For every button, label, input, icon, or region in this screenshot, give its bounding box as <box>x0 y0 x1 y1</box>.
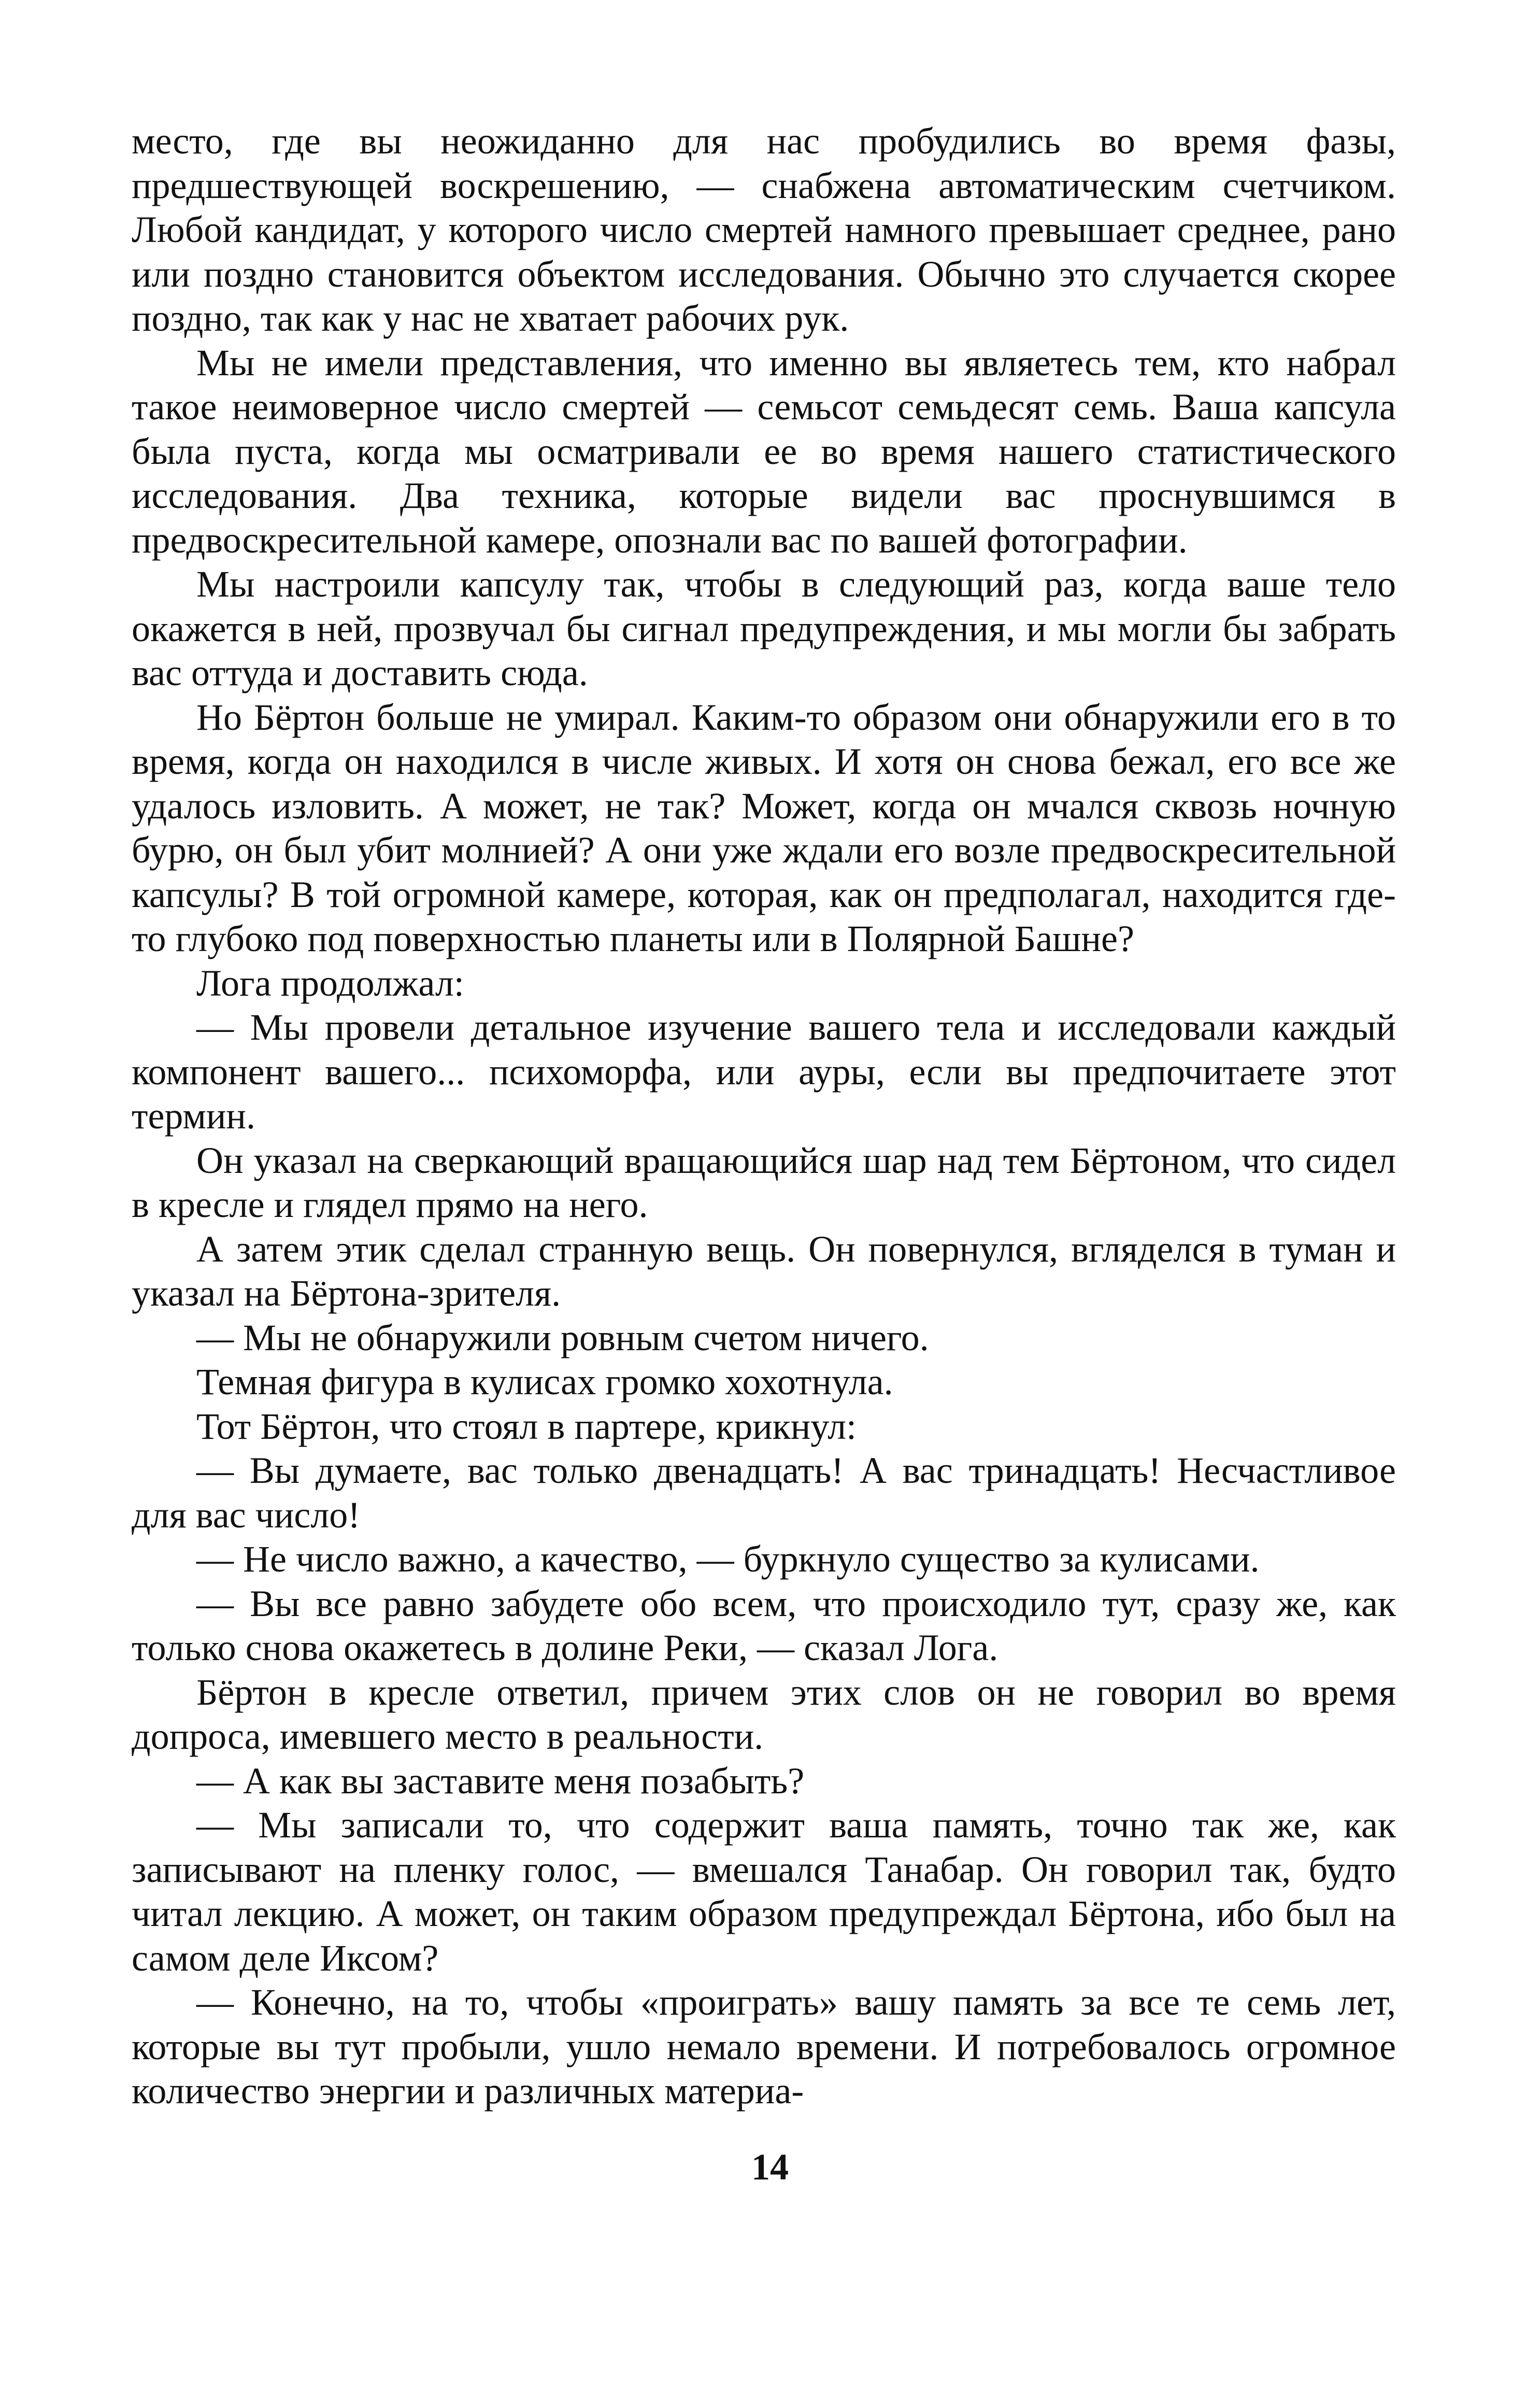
paragraph: — Мы провели детальное изучение вашего тела и исследовали каждый компонент вашего... психоморфа, или ауры, если вы предпочитаете этот термин. <box>132 1007 1396 1137</box>
page-body <box>132 119 1396 2114</box>
paragraph: — Мы не обнаружили ровным счетом ничего. <box>196 1316 929 1358</box>
paragraph: — Вы все равно забудете обо всем, что происходило тут, сразу же, как только снова окажетесь в долине Реки, — сказал Лога. <box>132 1582 1396 1668</box>
paragraph: — А как вы заставите меня позабыть? <box>196 1760 805 1802</box>
paragraph: Тот Бёртон, что стоял в партере, крикнул: <box>196 1405 857 1447</box>
page-number: 14 <box>751 2146 789 2188</box>
paragraph: Бёртон в кресле ответил, причем этих слов он не говорил во время допроса, имевшего место в реальности. <box>132 1671 1396 1757</box>
paragraph: Лога продолжал: <box>196 962 464 1004</box>
paragraph: Но Бёртон больше не умирал. Каким-то образом они обнаружили его в то время, когда он находился в числе живых. И хотя он снова бежал, его все же удалось изловить. А может, не так? Может, когда он мчался сквозь ночную бурю, он был убит молнией? А они уже ждали его возле предвоскресительной капсулы? В той огромной камере, которая, как он предполагал, находится где-то глубоко под поверхностью планеты или в Полярной Башне? <box>132 696 1396 959</box>
paragraph: А затем этик сделал странную вещь. Он повернулся, вгляделся в туман и указал на Бёртона-зрителя. <box>132 1228 1396 1314</box>
paragraph: место, где вы неожиданно для нас пробудились во время фазы, предшествующей воскрешению, — снабжена автоматическим счетчиком. Любой кандидат, у которого число смертей намного превышает среднее, рано или поздно становится объектом исследования. Обычно это случается скорее поздно, так как у нас не хватает рабочих рук. <box>132 120 1396 339</box>
paragraph: — Мы записали то, что содержит ваша память, точно так же, как записывают на пленку голос, — вмешался Танабар. Он говорил так, будто читал лекцию. А может, он таким образом предупреждал Бёртона, ибо был на самом деле Иксом? <box>132 1804 1396 1979</box>
paragraph: — Конечно, на то, чтобы «проиграть» вашу память за все те семь лет, которые вы тут пробыли, ушло немало времени. И потребовалось огромное количество энергии и различных материа- <box>132 1981 1396 2112</box>
paragraph: — Не число важно, а качество, — буркнуло существо за кулисами. <box>196 1538 1260 1580</box>
paragraph: Мы настроили капсулу так, чтобы в следующий раз, когда ваше тело окажется в ней, прозвучал бы сигнал предупреждения, и мы могли бы забрать вас оттуда и доставить сюда. <box>132 563 1396 693</box>
paragraph: Мы не имели представления, что именно вы являетесь тем, кто набрал такое неимоверное число смертей — семьсот семьдесят семь. Ваша капсула была пуста, когда мы осматривали ее во время нашего статистического исследования. Два техника, которые видели вас проснувшимся в предвоскресительной камере, опознали вас по вашей фотографии. <box>132 342 1396 561</box>
paragraph: Он указал на сверкающий вращающийся шар над тем Бёртоном, что сидел в кресле и глядел прямо на него. <box>132 1139 1396 1225</box>
paragraph: Темная фигура в кулисах громко хохотнула. <box>196 1361 893 1403</box>
paragraph: — Вы думаете, вас только двенадцать! А вас тринадцать! Несчастливое для вас число! <box>132 1450 1396 1536</box>
text-block <box>132 119 1396 2114</box>
